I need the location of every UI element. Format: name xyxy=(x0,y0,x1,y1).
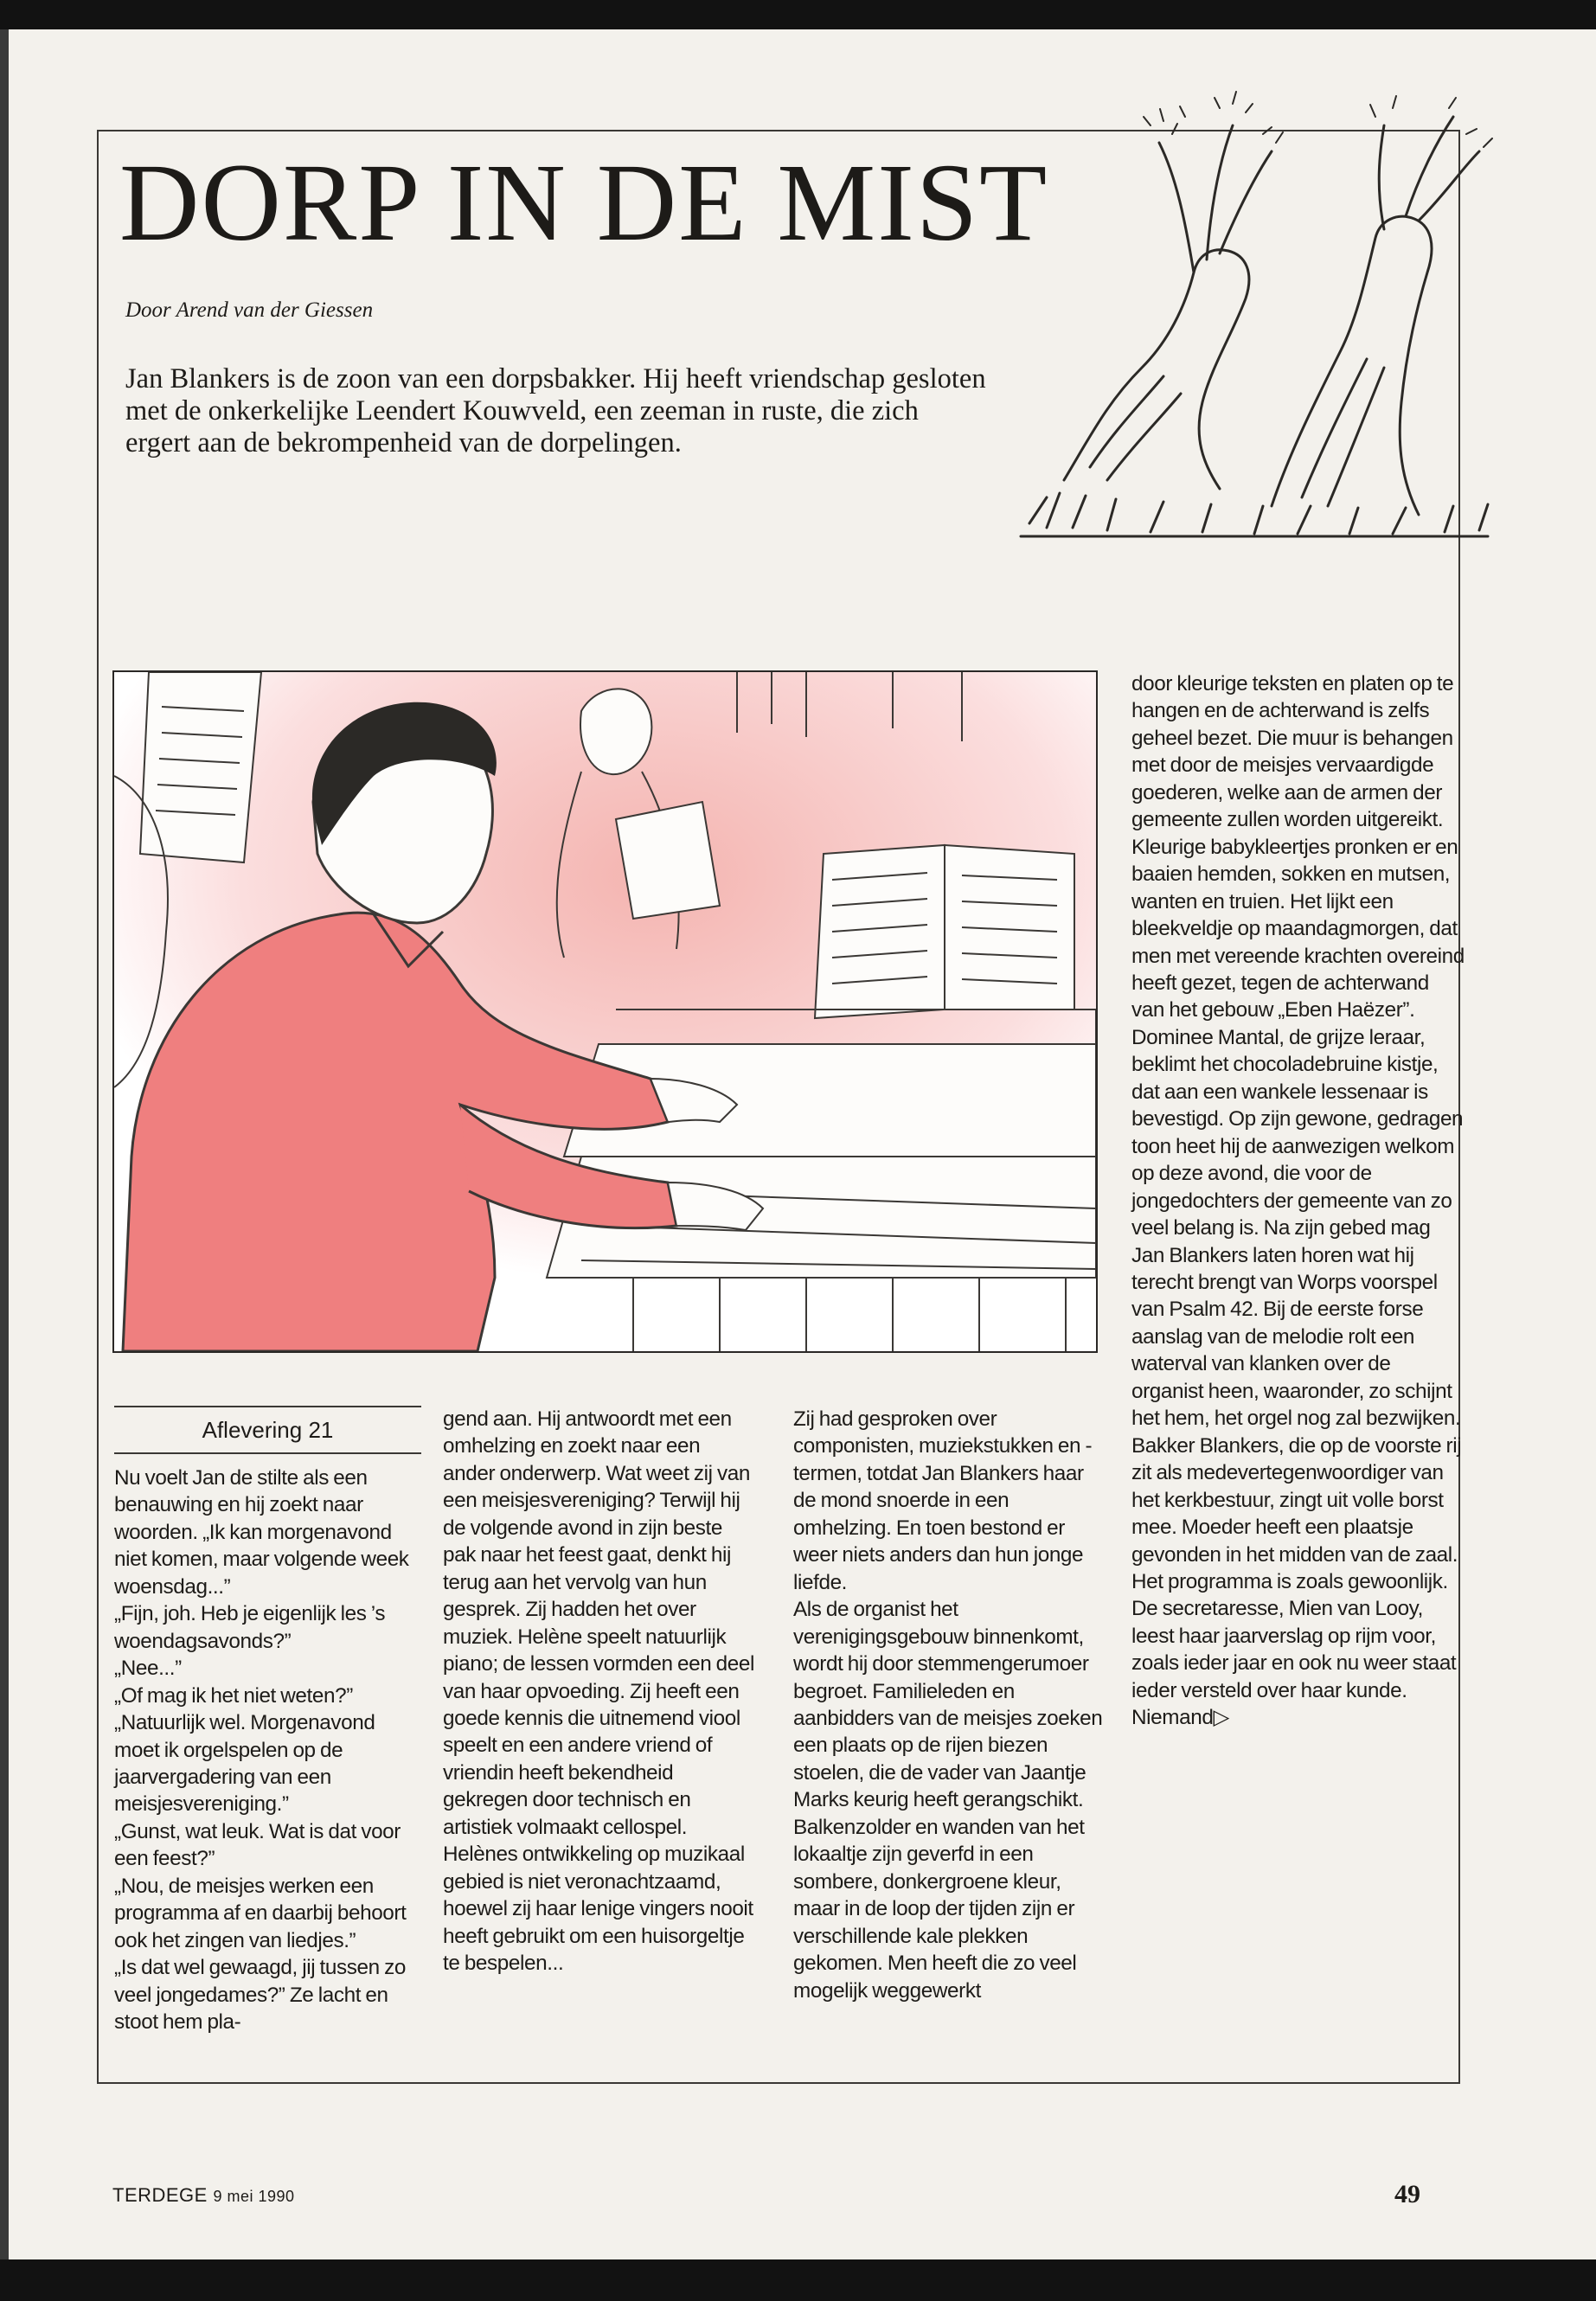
scan-top-edge xyxy=(0,0,1596,29)
paragraph-text: door kleurige teksten en platen op te hangen en de achterwand is zelfs geheel bezet. Die muur is behangen met door de meisjes vervaardigde goederen, welke aan de armen der gemeente zullen worden uitgereikt. Kleurige babykleertjes pronken er en baaien hemden, sokken en mutsen, wanten en truien. Het lijkt een bleekveldje op maandagmorgen, dat men met vereende krachten overeind heeft gezet, tegen de achterwand van het gebouw „Eben Haëzer”. Dominee Mantal, de grijze leraar, beklimt het chocoladebruine kistje, dat aan een wankele lessenaar is bevestigd. Op zijn gewone, gedragen toon heet hij de aanwezigen welkom op deze avond, die voor de jongedochters der gemeente van zo veel belang is. Na zijn gebed mag Jan Blankers laten horen wat hij terecht brengt van Worps voorspel van Psalm 42. Bij de eerste forse aanslag van de melodie rolt een waterval van klanken over de organist heen, waaronder, zo schijnt het hem, het orgel nog zal bezwijken. Bakker Blankers, die op de voorste rij zit als medevertegenwoordiger van het kerkbestuur, zingt uit volle borst mee. Moeder heeft een plaatsje gevonden in het midden van de zaal. Het programma is zoals gewoonlijk. De secretaresse, Mien van Looy, leest haar jaarverslag op rijm voor, zoals ieder jaar en ook nu weer staat ieder versteld over haar kunde. Niemand xyxy=(1131,672,1465,1730)
paragraph: „Nou, de meisjes werken een programma af en daarbij behoort ook het zingen van liedjes.” xyxy=(114,1874,407,1952)
organist-drawing xyxy=(114,672,1096,1351)
article-intro: Jan Blankers is de zoon van een dorpsbakker. Hij heeft vriendschap gesloten met de onkerkelijke Leendert Kouwveld, een zeeman in ruste, die zich ergert aan de bekrompenheid van de dorpelingen. xyxy=(125,363,986,459)
paragraph: Als de organist het verenigingsgebouw binnenkomt, wordt hij door stemmengerumoer begroet. Familieleden en aanbidders van de meisjes zoeken een plaats op de rijen biezen stoelen, die de vader van Jaantje Marks keurig heeft gerangschikt. xyxy=(793,1598,1103,1812)
trees-illustration xyxy=(1012,74,1497,558)
paragraph: Balkenzolder en wanden van het lokaaltje zijn geverfd in een sombere, donkergroene kleur, maar in de loop der tijden zijn er verschillende kale plekken gekomen. Men heeft die zo veel mogelijk weggewerkt xyxy=(793,1815,1085,2003)
scan-bottom-edge xyxy=(0,2259,1596,2301)
organist-illustration xyxy=(112,670,1098,1353)
paragraph: gend aan. Hij antwoordt met een omhelzing en zoekt naar een ander onderwerp. Wat weet zij van een meisjesvereniging? Terwijl hij de volgende avond in zijn beste pak naar het feest gaat, denkt hij terug aan het vervolg van hun gesprek. Zij hadden het over muziek. Helène speelt natuurlijk piano; de lessen vormden een deel van haar opvoeding. Zij heeft een goede kennis die uitnemend viool speelt en een andere vriend of vriendin heeft bekendheid gekregen door technisch en artistiek volmaakt cellospel. Helènes ontwikkeling op muzikaal gebied is niet veronachtzaamd, hoewel zij haar lenige vingers nooit heeft gebruikt om een huisorgeltje te bespelen... xyxy=(443,1407,755,1976)
footer-publication xyxy=(112,2184,295,2207)
paragraph: „Is dat wel gewaagd, jij tussen zo veel jongedames?” Ze lacht en stoot hem pla- xyxy=(114,1956,406,2035)
magazine-name: TERDEGE xyxy=(112,2184,208,2206)
paragraph: „Nee...” xyxy=(114,1657,182,1681)
paragraph xyxy=(1131,670,1465,1732)
paragraph: „Natuurlijk wel. Morgenavond moet ik orgelspelen op de jaarvergadering van een meisjesvereniging.” xyxy=(114,1711,375,1817)
paragraph: „Gunst, wat leuk. Wat is dat voor een feest?” xyxy=(114,1819,401,1871)
text-column-4 xyxy=(1131,670,1465,1732)
issue-date: 9 mei 1990 xyxy=(213,2188,295,2205)
text-column-1 xyxy=(114,1465,421,2036)
scan-left-edge xyxy=(0,29,9,2259)
article-byline: Door Arend van der Giessen xyxy=(125,298,374,322)
paragraph: „Fijn, joh. Heb je eigenlijk les ’s woendagsavonds?” xyxy=(114,1602,386,1653)
text-column-3 xyxy=(793,1406,1105,2004)
text-column-2 xyxy=(443,1406,754,1977)
paragraph: Zij had gesproken over componisten, muziekstukken en -termen, totdat Jan Blankers haar de mond snoerde in een omhelzing. En toen bestond er weer niets anders dan hun jonge liefde. xyxy=(793,1407,1093,1594)
page-number: 49 xyxy=(1394,2180,1420,2208)
continue-arrow-icon: ▷ xyxy=(1213,1706,1229,1730)
article-title: DORP IN DE MIST xyxy=(119,141,1049,264)
paragraph: Nu voelt Jan de stilte als een benauwing en hij zoekt naar woorden. „Ik kan morgenavond niet komen, maar volgende week woensdag...” xyxy=(114,1466,409,1599)
paragraph: „Of mag ik het niet weten?” xyxy=(114,1683,353,1708)
episode-label: Aflevering 21 xyxy=(114,1406,421,1454)
